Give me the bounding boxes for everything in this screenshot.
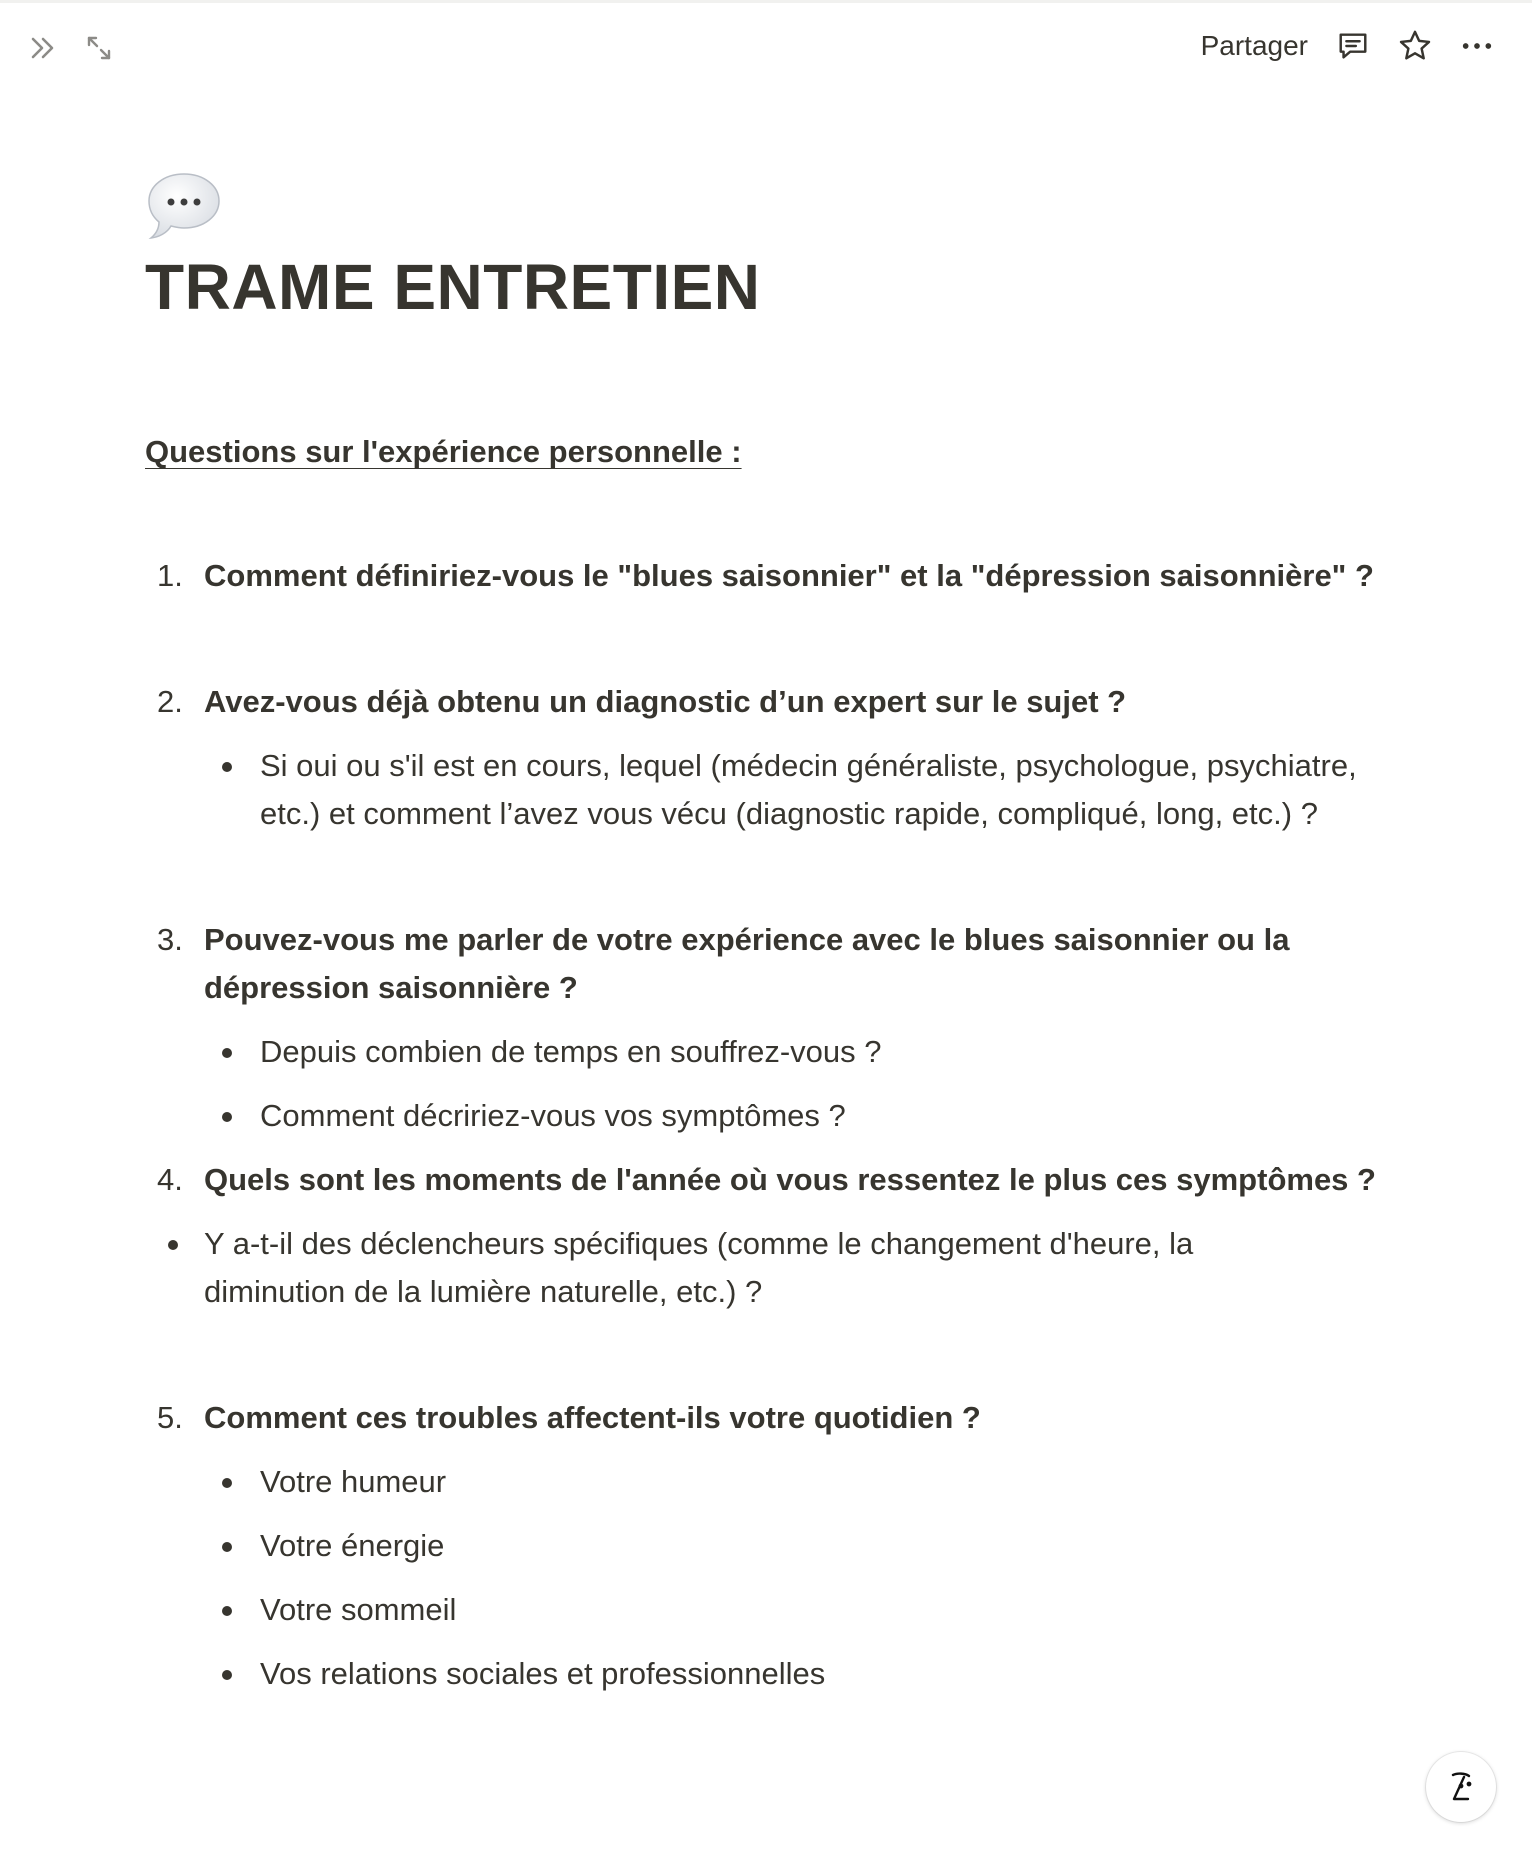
bullet-item[interactable] xyxy=(145,1522,1375,1570)
bullet-item[interactable] xyxy=(145,1220,1375,1316)
bullet-dot xyxy=(222,1112,232,1122)
list-item[interactable] xyxy=(145,1156,1375,1204)
list-number: 2. xyxy=(157,684,183,719)
page-content xyxy=(145,170,1375,1698)
list-item[interactable] xyxy=(145,678,1375,726)
bullet-text: Depuis combien de temps en souffrez-vous ? xyxy=(260,1034,882,1069)
bullet-text: Vos relations sociales et professionnelles xyxy=(260,1656,826,1691)
bullet-text: Comment décririez-vous vos symptômes ? xyxy=(260,1098,846,1133)
bullet-item[interactable] xyxy=(145,1092,1375,1140)
list-item[interactable] xyxy=(145,552,1375,600)
bullet-item[interactable] xyxy=(145,742,1375,838)
topbar-right xyxy=(1201,29,1494,63)
bullet-text: Votre sommeil xyxy=(260,1592,457,1627)
more-horizontal-icon[interactable] xyxy=(1460,29,1494,63)
list-number: 5. xyxy=(157,1400,183,1435)
page-title[interactable]: TRAME ENTRETIEN xyxy=(145,251,761,323)
question-text: Pouvez-vous me parler de votre expérience avec le blues saisonnier ou la dépression saisonnière ? xyxy=(204,922,1290,1005)
question-text: Avez-vous déjà obtenu un diagnostic d’un expert sur le sujet ? xyxy=(204,684,1127,719)
expand-diagonal-icon[interactable] xyxy=(82,31,116,65)
notion-ai-button[interactable] xyxy=(1426,1752,1496,1822)
list-item[interactable] xyxy=(145,916,1375,1012)
bullet-dot xyxy=(222,762,232,772)
bullet-dot xyxy=(168,1240,178,1250)
speech-balloon-emoji-icon[interactable] xyxy=(145,170,223,248)
notion-ai-face-icon xyxy=(1439,1765,1483,1809)
bullet-dot xyxy=(222,1670,232,1680)
bullet-item[interactable] xyxy=(145,1650,1375,1698)
bullet-dot xyxy=(222,1542,232,1552)
list-number: 1. xyxy=(157,558,183,593)
question-text: Comment définiriez-vous le "blues saisonnier" et la "dépression saisonnière" ? xyxy=(204,558,1374,593)
topbar xyxy=(0,3,1532,93)
list-item[interactable] xyxy=(145,1394,1375,1442)
section-heading[interactable]: Questions sur l'expérience personnelle : xyxy=(145,434,742,469)
bullet-item[interactable] xyxy=(145,1028,1375,1076)
question-text: Comment ces troubles affectent-ils votre quotidien ? xyxy=(204,1400,981,1435)
bullet-dot xyxy=(222,1606,232,1616)
bullet-text: Votre énergie xyxy=(260,1528,445,1563)
bullet-text: Y a-t-il des déclencheurs spécifiques (comme le changement d'heure, la diminution de la lumière naturelle, etc.) ? xyxy=(204,1226,1194,1309)
topbar-left xyxy=(26,31,116,65)
bullet-text: Votre humeur xyxy=(260,1464,447,1499)
bullet-item[interactable] xyxy=(145,1458,1375,1506)
bullet-dot xyxy=(222,1048,232,1058)
double-chevron-right-icon[interactable] xyxy=(26,31,60,65)
bullet-dot xyxy=(222,1478,232,1488)
star-icon[interactable] xyxy=(1398,29,1432,63)
question-text: Quels sont les moments de l'année où vous ressentez le plus ces symptômes ? xyxy=(204,1162,1376,1197)
list-number: 4. xyxy=(157,1162,183,1197)
bullet-text: Si oui ou s'il est en cours, lequel (médecin généraliste, psychologue, psychiatre, etc.) et comment l’avez vous vécu (diagnostic rapide, compliqué, long, etc.) ? xyxy=(260,748,1357,831)
share-button[interactable]: Partager xyxy=(1200,30,1308,61)
comment-icon[interactable] xyxy=(1336,29,1370,63)
bullet-item[interactable] xyxy=(145,1586,1375,1634)
list-number: 3. xyxy=(157,922,183,957)
